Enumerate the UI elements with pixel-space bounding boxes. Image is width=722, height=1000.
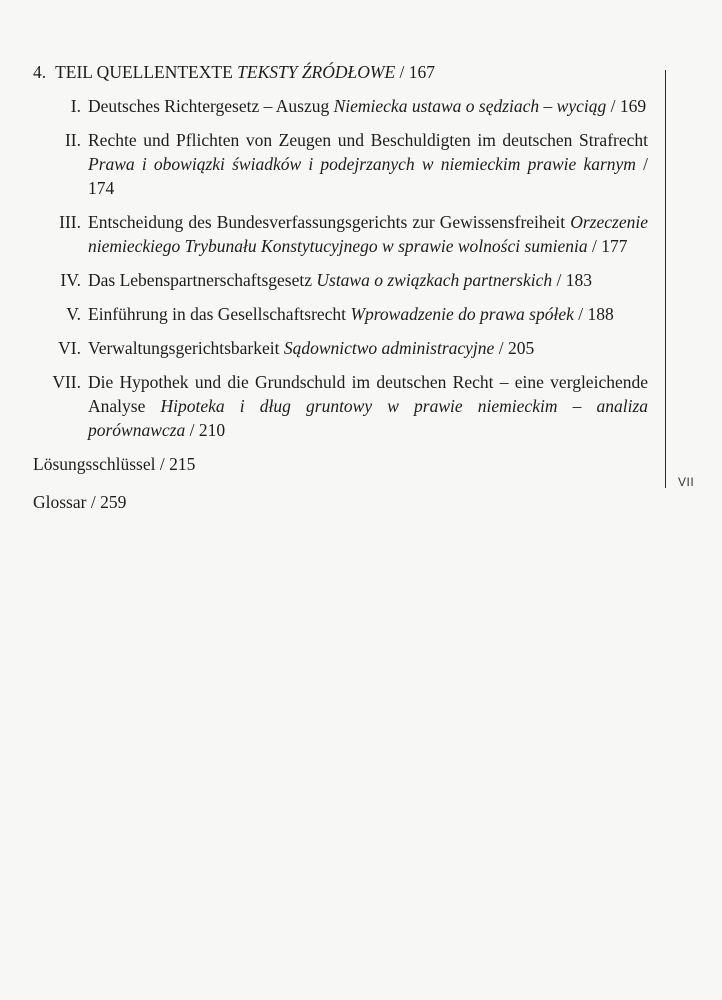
entry-page: 177 — [601, 236, 628, 256]
toc-entry — [33, 302, 648, 326]
table-of-contents — [33, 60, 648, 528]
toc-entry — [33, 94, 648, 118]
entry-page: 174 — [88, 178, 115, 198]
entry-title-de: Einführung in das Gesellschaftsrecht — [88, 304, 347, 324]
entry-number: III. — [59, 212, 81, 232]
entry-title-de: Das Lebenspartnerschaftsgesetz — [88, 270, 312, 290]
entry-number: I. — [70, 96, 81, 116]
separator: / — [90, 492, 96, 512]
entry-title-pl: Niemiecka ustawa o sędziach – wyciąg — [333, 96, 607, 116]
entry-title-de: Deutsches Richtergesetz – Auszug — [88, 96, 330, 116]
entry-title-pl: Sądownictwo administracyjne — [283, 338, 495, 358]
entry-title-de: Rechte und Pflichten von Zeugen und Beschuldigten im deutschen Strafrecht — [88, 130, 648, 150]
toc-entry-glossar — [33, 490, 648, 514]
separator: / — [578, 304, 584, 324]
toc-entry — [33, 336, 648, 360]
entry-title-pl: Hipoteka i dług gruntowy w prawie niemieckim – analiza porównawcza — [88, 396, 649, 440]
separator: / — [610, 96, 616, 116]
entry-page: 188 — [587, 304, 614, 324]
entry-page: 183 — [565, 270, 593, 290]
separator: / — [498, 338, 504, 358]
entry-title: Glossar — [33, 492, 87, 512]
part-number: 4. — [33, 62, 47, 82]
toc-entry — [33, 210, 648, 258]
toc-entry — [33, 128, 648, 200]
entry-number: V. — [66, 304, 81, 324]
toc-entry-loesungsschluessel — [33, 452, 648, 476]
entry-page: 169 — [619, 96, 647, 116]
entry-page: 215 — [169, 454, 196, 474]
separator: / — [592, 236, 597, 256]
entry-number: VII. — [52, 372, 81, 392]
part-page: 167 — [408, 62, 436, 82]
part-heading — [33, 60, 648, 84]
entry-number: IV. — [60, 270, 81, 290]
separator: / — [556, 270, 562, 290]
separator: / — [189, 420, 195, 440]
toc-entry — [33, 370, 648, 442]
entry-title-de: Die Hypothek und die Grundschuld im deutschen Recht – eine vergleichende Analyse — [88, 372, 648, 416]
entry-title-de: Entscheidung des Bundesverfassungsgerichts zur Gewissensfreiheit — [88, 212, 566, 232]
entry-title-pl: Prawa i obowiązki świadków i podejrzanych w niemieckim prawie karnym — [88, 154, 636, 174]
entry-number: II. — [64, 130, 81, 150]
separator: / — [159, 454, 165, 474]
entry-title-pl: Orzeczenie niemieckiego Trybunału Konstytucyjnego w sprawie wolności sumienia — [88, 212, 648, 256]
separator: / — [643, 154, 649, 174]
toc-entry — [33, 268, 648, 292]
entry-title: Lösungsschlüssel — [33, 454, 156, 474]
entry-title-pl: Wprowadzenie do prawa spółek — [350, 304, 574, 324]
margin-rule — [665, 70, 666, 488]
entry-page: 259 — [100, 492, 127, 512]
part-title: TEIL QUELLENTEXTE — [55, 62, 233, 82]
part-title-pl: TEKSTY ŹRÓDŁOWE — [237, 62, 396, 82]
entry-title-pl: Ustawa o związkach partnerskich — [316, 270, 553, 290]
entry-page: 205 — [507, 338, 535, 358]
entry-title-de: Verwaltungsgerichtsbarkeit — [88, 338, 280, 358]
toc-appendix — [33, 452, 648, 514]
separator: / — [399, 62, 405, 82]
page-number: VII — [678, 475, 695, 489]
entry-number: VI. — [58, 338, 81, 358]
entry-page: 210 — [198, 420, 226, 440]
